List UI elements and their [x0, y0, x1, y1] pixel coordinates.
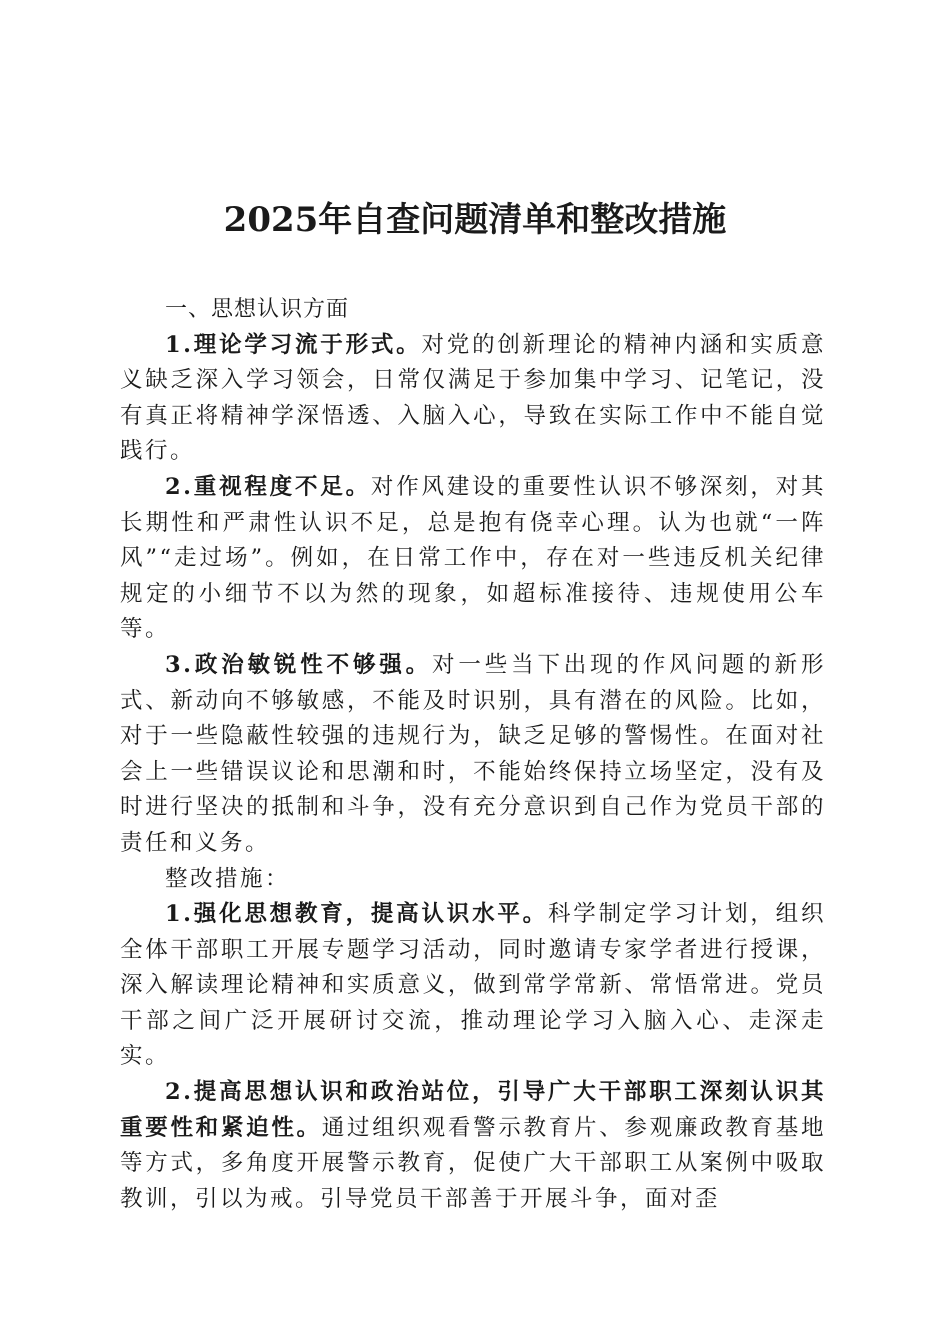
document-title: 2025年自查问题清单和整改措施 — [223, 200, 727, 240]
measure-item-2-text: 通过组织观看警示教育片、参观廉政教育基地等方式，多角度开展警示教育，促使广大干部职工从案例中吸取教训，引以为戒。引导党员干部善于开展斗争，面对歪 — [120, 1114, 826, 1212]
measure-item-1 — [120, 897, 826, 1075]
problem-item-2-title: 2.重视程度不足。 — [165, 473, 371, 500]
measure-item-1-text: 科学制定学习计划，组织全体干部职工开展专题学习活动，同时邀请专家学者进行授课，深入解读理论精神和实质意义，做到常学常新、常悟常进。党员干部之间广泛开展研讨交流，推动理论学习入脑入心、走深走实。 — [120, 901, 826, 1070]
problem-item-1 — [120, 328, 826, 470]
problem-item-1-text: 对党的创新理论的精神内涵和实质意义缺乏深入学习领会，日常仅满足于参加集中学习、记笔记，没有真正将精神学深悟透、入脑入心，导致在实际工作中不能自觉践行。 — [120, 331, 826, 465]
measures-heading: 整改措施： — [165, 865, 291, 892]
problem-item-2-text: 对作风建设的重要性认识不够深刻，对其长期性和严肃性认识不足，总是抱有侥幸心理。认为也就“一阵风”“走过场”。例如，在日常工作中，存在对一些违反机关纪律规定的小细节不以为然的现象，如超标准接待、违规使用公车等。 — [120, 473, 826, 643]
problem-item-1-title: 1.理论学习流于形式。 — [165, 331, 422, 358]
document-body — [120, 292, 826, 1217]
problem-item-3-text: 对一些当下出现的作风问题的新形式、新动向不够敏感，不能及时识别，具有潜在的风险。比如，对于一些隐蔽性较强的违规行为，缺乏足够的警惕性。在面对社会上一些错误议论和思潮和时，不能始终保持立场坚定，没有及时进行坚决的抵制和斗争，没有充分意识到自己作为党员干部的责任和义务。 — [120, 651, 826, 856]
measure-item-1-title: 1.强化思想教育，提高认识水平。 — [165, 901, 548, 928]
measure-item-2 — [120, 1075, 826, 1217]
problem-item-3 — [120, 648, 826, 862]
section-heading-thought: 一、思想认识方面 — [165, 297, 350, 322]
measure-item-2-title: 2.提高思想认识和政治站位，引导广大干部职工深刻认识其重要性和紧迫性。 — [120, 1079, 826, 1141]
problem-item-2 — [120, 470, 826, 648]
problem-item-3-title: 3.政治敏锐性不够强。 — [165, 651, 433, 678]
